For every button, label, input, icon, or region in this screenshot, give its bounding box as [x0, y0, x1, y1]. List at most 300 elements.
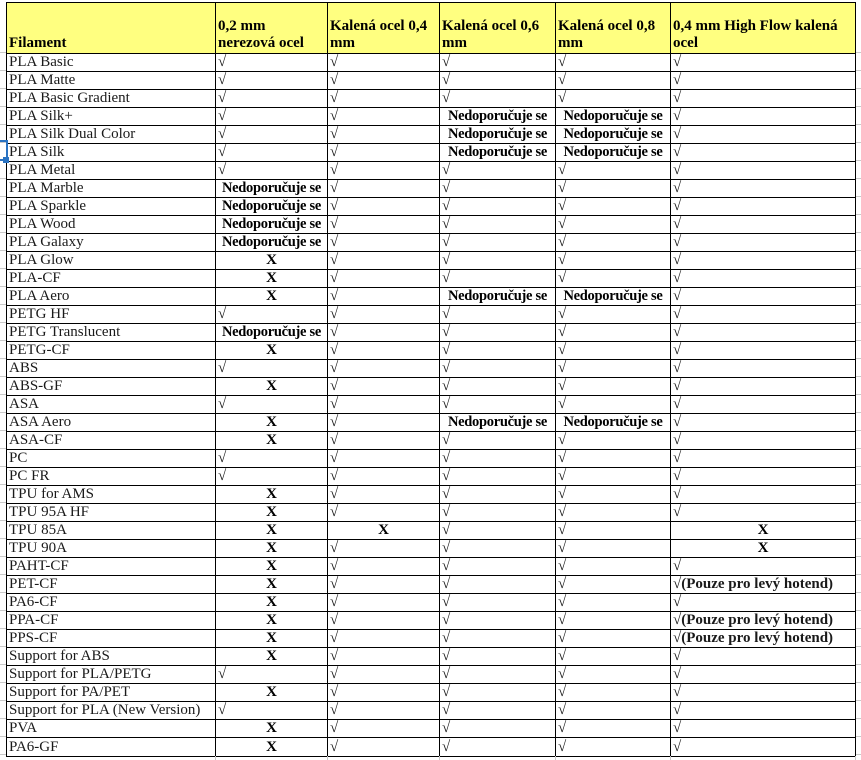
compat-cell[interactable]: √: [556, 378, 671, 395]
compat-cell[interactable]: √: [440, 180, 556, 197]
compat-cell[interactable]: √: [440, 684, 556, 701]
table-row: [7, 666, 855, 684]
compat-cell[interactable]: √: [328, 306, 440, 323]
gridline-stub: [0, 664, 6, 665]
compat-cell[interactable]: X: [216, 486, 328, 503]
gridline-stub: [0, 502, 6, 503]
table-row: [7, 72, 855, 90]
compat-cell[interactable]: Nedoporučuje se: [440, 288, 556, 305]
compat-cell[interactable]: √: [556, 450, 671, 467]
table-row: [7, 162, 855, 180]
filament-name-cell[interactable]: PLA Basic Gradient: [7, 90, 216, 107]
table-row: [7, 216, 855, 234]
compat-cell[interactable]: √: [328, 360, 440, 377]
compat-cell[interactable]: X: [757, 522, 769, 538]
compat-cell[interactable]: √ (Pouze pro levý hotend): [673, 576, 834, 592]
filament-name-cell[interactable]: TPU 90A: [7, 540, 216, 557]
filament-name-cell[interactable]: PLA Matte: [7, 72, 216, 89]
compat-cell[interactable]: X: [216, 612, 328, 629]
gridline-stub: [856, 610, 861, 611]
compat-cell[interactable]: Nedoporučuje se: [216, 198, 328, 215]
compat-cell[interactable]: √: [440, 90, 556, 107]
compat-cell[interactable]: √: [673, 270, 682, 286]
column-header[interactable]: 0,4 mm High Flow kalená ocel: [673, 18, 838, 51]
filament-name-cell[interactable]: Support for PA/PET: [7, 684, 216, 701]
compat-cell[interactable]: X: [216, 432, 328, 449]
compat-cell[interactable]: √: [673, 360, 682, 376]
compat-cell[interactable]: √: [328, 558, 440, 575]
compat-cell[interactable]: √: [556, 360, 671, 377]
gridline-stub: [856, 232, 861, 233]
gridline-stub: [855, 756, 856, 760]
compat-cell[interactable]: X: [216, 738, 328, 756]
compat-cell[interactable]: √: [673, 720, 682, 736]
filament-name-cell[interactable]: TPU 95A HF: [7, 504, 216, 521]
compat-cell[interactable]: √: [440, 666, 556, 683]
table-row: [7, 504, 855, 522]
compat-cell[interactable]: X: [216, 594, 328, 611]
compat-cell[interactable]: Nedoporučuje se: [556, 288, 671, 305]
compat-cell[interactable]: √: [556, 684, 671, 701]
compat-cell[interactable]: √: [673, 702, 682, 718]
compat-cell[interactable]: √: [673, 180, 682, 196]
column-header[interactable]: Kalená ocel 0,4 mm: [328, 3, 440, 53]
compat-cell[interactable]: √: [673, 378, 682, 394]
gridline-stub: [856, 52, 861, 53]
compat-cell[interactable]: √: [440, 270, 556, 287]
gridline-stub: [0, 520, 6, 521]
compat-cell[interactable]: √: [440, 504, 556, 521]
filament-name-cell[interactable]: Support for PLA/PETG: [7, 666, 216, 683]
gridline-stub: [0, 628, 6, 629]
compat-cell[interactable]: Nedoporučuje se: [216, 216, 328, 233]
compat-cell[interactable]: √: [328, 396, 440, 413]
gridline-stub: [0, 430, 6, 431]
compat-cell[interactable]: √: [440, 594, 556, 611]
compat-cell[interactable]: √: [440, 576, 556, 593]
table-row: [7, 702, 855, 720]
compat-cell[interactable]: √: [328, 252, 440, 269]
compat-cell[interactable]: √: [328, 324, 440, 341]
filament-compatibility-table: [6, 2, 856, 757]
filament-name-cell[interactable]: PC: [7, 450, 216, 467]
compat-cell[interactable]: √: [328, 432, 440, 449]
filament-name-cell[interactable]: PET-CF: [7, 576, 216, 593]
compat-cell[interactable]: X: [216, 648, 328, 665]
compat-cell[interactable]: √: [328, 270, 440, 287]
compat-cell[interactable]: √: [556, 702, 671, 719]
compat-cell[interactable]: √: [556, 270, 671, 287]
table-row: [7, 342, 855, 360]
filament-name-cell[interactable]: PETG HF: [7, 306, 216, 323]
compat-cell[interactable]: √: [556, 216, 671, 233]
compat-cell[interactable]: X: [328, 522, 440, 539]
compat-cell[interactable]: √: [328, 54, 440, 71]
compat-cell[interactable]: √: [328, 486, 440, 503]
gridline-stub: [0, 466, 6, 467]
compat-cell[interactable]: √: [673, 324, 682, 340]
compat-cell[interactable]: √ (Pouze pro levý hotend): [673, 612, 834, 628]
gridline-stub: [0, 736, 6, 737]
compat-cell[interactable]: √: [556, 522, 671, 539]
gridline-stub: [0, 358, 6, 359]
compat-cell[interactable]: √: [440, 72, 556, 89]
compat-cell[interactable]: √: [216, 108, 328, 125]
compat-cell[interactable]: √: [673, 558, 682, 574]
filament-name-cell[interactable]: PLA Silk Dual Color: [7, 126, 216, 143]
compat-cell[interactable]: √: [216, 126, 328, 143]
compat-cell[interactable]: √: [673, 126, 682, 142]
compat-cell[interactable]: √: [216, 90, 328, 107]
compat-cell[interactable]: X: [216, 720, 328, 737]
compat-cell[interactable]: √: [216, 144, 328, 161]
compat-cell[interactable]: √: [216, 72, 328, 89]
compat-cell[interactable]: √: [556, 432, 671, 449]
compat-cell[interactable]: √: [556, 306, 671, 323]
gridline-stub: [0, 754, 6, 755]
filament-name-cell[interactable]: ASA Aero: [7, 414, 216, 431]
gridline-stub: [0, 52, 6, 53]
compat-cell[interactable]: √: [556, 738, 671, 756]
compat-cell[interactable]: √: [440, 396, 556, 413]
gridline-stub: [670, 756, 671, 760]
gridline-stub: [0, 340, 6, 341]
column-header[interactable]: Kalená ocel 0,8 mm: [556, 3, 671, 53]
filament-name-cell[interactable]: PLA Aero: [7, 288, 216, 305]
compat-cell[interactable]: √: [556, 504, 671, 521]
compat-cell[interactable]: √: [556, 468, 671, 485]
compat-cell[interactable]: √: [440, 252, 556, 269]
gridline-stub: [856, 88, 861, 89]
filament-name-cell[interactable]: PA6-CF: [7, 594, 216, 611]
compat-cell[interactable]: √: [556, 630, 671, 647]
compat-cell[interactable]: √: [440, 234, 556, 251]
compat-cell[interactable]: √: [556, 594, 671, 611]
compat-cell[interactable]: √: [673, 90, 682, 106]
table-row: [7, 180, 855, 198]
compat-cell[interactable]: Nedoporučuje se: [216, 234, 328, 251]
compat-cell[interactable]: √: [556, 324, 671, 341]
gridline-stub: [856, 574, 861, 575]
column-header[interactable]: Filament: [7, 3, 216, 53]
compat-cell[interactable]: √: [673, 306, 682, 322]
gridline-stub: [856, 700, 861, 701]
compat-cell[interactable]: √: [440, 522, 556, 539]
compat-cell[interactable]: X: [216, 504, 328, 521]
compat-cell[interactable]: √: [440, 738, 556, 756]
compat-cell[interactable]: √: [556, 720, 671, 737]
compat-cell[interactable]: √: [673, 450, 682, 466]
compat-cell[interactable]: √: [328, 234, 440, 251]
filament-name-cell[interactable]: TPU 85A: [7, 522, 216, 539]
compat-cell[interactable]: √: [328, 576, 440, 593]
compat-cell[interactable]: √: [556, 72, 671, 89]
compat-cell[interactable]: X: [757, 540, 769, 556]
compat-cell[interactable]: √: [440, 306, 556, 323]
compat-cell[interactable]: √: [328, 216, 440, 233]
compat-cell[interactable]: √: [440, 540, 556, 557]
gridline-stub: [0, 286, 6, 287]
compat-cell[interactable]: √: [216, 360, 328, 377]
compat-cell[interactable]: X: [216, 252, 328, 269]
compat-cell[interactable]: X: [216, 378, 328, 395]
table-row: [7, 684, 855, 702]
compat-cell[interactable]: √: [440, 360, 556, 377]
table-row: [7, 576, 855, 594]
filament-name-cell[interactable]: ABS: [7, 360, 216, 377]
compat-cell[interactable]: √: [328, 414, 440, 431]
compat-cell[interactable]: √: [556, 612, 671, 629]
selection-fill-handle[interactable]: [3, 157, 9, 163]
compat-cell[interactable]: √: [328, 378, 440, 395]
compat-cell[interactable]: Nedoporučuje se: [440, 108, 556, 125]
compat-cell[interactable]: √: [328, 162, 440, 179]
filament-name-cell[interactable]: PLA-CF: [7, 270, 216, 287]
compat-cell[interactable]: √: [673, 666, 682, 682]
compat-cell[interactable]: √: [556, 54, 671, 71]
compat-cell[interactable]: √: [328, 450, 440, 467]
compat-cell[interactable]: √: [673, 216, 682, 232]
compat-cell[interactable]: √: [216, 396, 328, 413]
compat-cell[interactable]: √: [216, 450, 328, 467]
filament-name-cell[interactable]: PETG Translucent: [7, 324, 216, 341]
compat-cell[interactable]: √: [216, 54, 328, 71]
compat-cell[interactable]: √: [328, 144, 440, 161]
compat-cell[interactable]: √: [673, 594, 682, 610]
compat-cell[interactable]: √: [216, 666, 328, 683]
compat-cell[interactable]: X: [216, 414, 328, 431]
compat-cell[interactable]: √: [328, 198, 440, 215]
column-header[interactable]: Kalená ocel 0,6 mm: [440, 3, 556, 53]
table-row: [7, 306, 855, 324]
table-row: [7, 396, 855, 414]
compat-cell[interactable]: Nedoporučuje se: [556, 108, 671, 125]
filament-name-cell[interactable]: PAHT-CF: [7, 558, 216, 575]
filament-name-cell[interactable]: PLA Silk: [7, 144, 216, 161]
compat-cell[interactable]: √: [328, 738, 440, 756]
gridline-stub: [0, 178, 6, 179]
gridline-stub: [0, 592, 6, 593]
compat-cell[interactable]: √: [556, 576, 671, 593]
compat-cell[interactable]: Nedoporučuje se: [556, 144, 671, 161]
compat-cell[interactable]: X: [216, 540, 328, 557]
compat-cell[interactable]: Nedoporučuje se: [216, 324, 328, 341]
compat-cell[interactable]: √: [440, 324, 556, 341]
compat-cell[interactable]: √: [673, 414, 682, 430]
compat-cell[interactable]: √: [673, 504, 682, 520]
compat-cell[interactable]: √: [328, 90, 440, 107]
compat-cell[interactable]: √: [328, 540, 440, 557]
filament-name-cell[interactable]: PA6-GF: [7, 738, 216, 756]
compat-cell[interactable]: √: [440, 468, 556, 485]
gridline-stub: [0, 394, 6, 395]
compat-cell[interactable]: √: [556, 666, 671, 683]
compat-cell[interactable]: √: [556, 396, 671, 413]
gridline-stub: [856, 142, 861, 143]
compat-cell[interactable]: √: [440, 162, 556, 179]
filament-name-cell[interactable]: ASA: [7, 396, 216, 413]
compat-cell[interactable]: √: [673, 342, 682, 358]
compat-cell[interactable]: √: [556, 252, 671, 269]
compat-cell[interactable]: √: [673, 396, 682, 412]
compat-cell[interactable]: X: [216, 522, 328, 539]
compat-cell[interactable]: √: [556, 342, 671, 359]
compat-cell[interactable]: √: [440, 648, 556, 665]
filament-name-cell[interactable]: ABS-GF: [7, 378, 216, 395]
compat-cell[interactable]: √: [673, 54, 682, 70]
gridline-stub: [0, 574, 6, 575]
compat-cell[interactable]: √: [328, 666, 440, 683]
compat-cell[interactable]: √: [556, 162, 671, 179]
filament-name-cell[interactable]: Support for PLA (New Version): [7, 702, 216, 719]
compat-cell[interactable]: √: [440, 378, 556, 395]
compat-cell[interactable]: √: [216, 468, 328, 485]
compat-cell[interactable]: √: [216, 306, 328, 323]
compat-cell[interactable]: √: [673, 162, 682, 178]
gridline-stub: [856, 70, 861, 71]
filament-name-cell[interactable]: TPU for AMS: [7, 486, 216, 503]
cell-selection-cursor[interactable]: [0, 140, 8, 161]
filament-name-cell[interactable]: PPS-CF: [7, 630, 216, 647]
compat-cell[interactable]: X: [216, 270, 328, 287]
compat-cell[interactable]: √: [328, 342, 440, 359]
table-row: [7, 324, 855, 342]
compat-cell[interactable]: √: [440, 54, 556, 71]
compat-cell[interactable]: √: [440, 558, 556, 575]
compat-cell[interactable]: Nedoporučuje se: [556, 414, 671, 431]
compat-cell[interactable]: √: [673, 198, 682, 214]
filament-name-cell[interactable]: PLA Silk+: [7, 108, 216, 125]
compat-cell[interactable]: √: [328, 180, 440, 197]
gridline-stub: [856, 592, 861, 593]
compat-cell[interactable]: √: [556, 540, 671, 557]
compat-cell[interactable]: X: [216, 630, 328, 647]
compat-cell[interactable]: √: [673, 252, 682, 268]
filament-name-cell[interactable]: PLA Basic: [7, 54, 216, 71]
column-header[interactable]: 0,2 mm nerezová ocel: [216, 3, 328, 53]
compat-cell[interactable]: Nedoporučuje se: [440, 126, 556, 143]
compat-cell[interactable]: √: [328, 288, 440, 305]
compat-cell[interactable]: √: [328, 72, 440, 89]
compat-cell[interactable]: √: [216, 702, 328, 719]
compat-cell[interactable]: √: [328, 612, 440, 629]
compat-cell[interactable]: √: [673, 738, 682, 755]
compat-cell[interactable]: √: [328, 684, 440, 701]
compat-cell[interactable]: √: [673, 234, 682, 250]
filament-name-cell[interactable]: PLA Wood: [7, 216, 216, 233]
filament-name-cell[interactable]: PLA Metal: [7, 162, 216, 179]
compat-cell[interactable]: √: [328, 630, 440, 647]
compat-cell[interactable]: √: [328, 648, 440, 665]
compat-cell[interactable]: √: [328, 594, 440, 611]
gridline-stub: [856, 160, 861, 161]
compat-cell[interactable]: √: [556, 486, 671, 503]
compat-cell[interactable]: √: [556, 648, 671, 665]
compat-cell[interactable]: √: [328, 126, 440, 143]
compat-cell[interactable]: √: [328, 720, 440, 737]
compat-cell[interactable]: √: [673, 144, 682, 160]
compat-cell[interactable]: Nedoporučuje se: [216, 180, 328, 197]
compat-cell[interactable]: √: [556, 198, 671, 215]
gridline-stub: [856, 538, 861, 539]
compat-cell[interactable]: √: [673, 486, 682, 502]
compat-cell[interactable]: √: [440, 486, 556, 503]
compat-cell[interactable]: √: [673, 288, 682, 304]
filament-name-cell[interactable]: PVA: [7, 720, 216, 737]
compat-cell[interactable]: √: [440, 432, 556, 449]
compat-cell[interactable]: √: [556, 234, 671, 251]
compat-cell[interactable]: √: [440, 612, 556, 629]
table-row: [7, 630, 855, 648]
compat-cell[interactable]: √: [673, 648, 682, 664]
table-row: [7, 378, 855, 396]
filament-name-cell[interactable]: ASA-CF: [7, 432, 216, 449]
compat-cell[interactable]: √: [440, 702, 556, 719]
compat-cell[interactable]: √: [673, 432, 682, 448]
gridline-stub: [856, 646, 861, 647]
table-row: [7, 414, 855, 432]
compat-cell[interactable]: √: [328, 108, 440, 125]
table-row: [7, 594, 855, 612]
compat-cell[interactable]: X: [216, 576, 328, 593]
compat-cell[interactable]: √: [440, 198, 556, 215]
filament-name-cell[interactable]: PLA Marble: [7, 180, 216, 197]
compat-cell[interactable]: √: [328, 702, 440, 719]
compat-cell[interactable]: √ (Pouze pro levý hotend): [673, 630, 834, 646]
compat-cell[interactable]: √: [673, 72, 682, 88]
compat-cell[interactable]: √: [440, 216, 556, 233]
compat-cell[interactable]: √: [328, 504, 440, 521]
compat-cell[interactable]: X: [216, 684, 328, 701]
compat-cell[interactable]: √: [556, 558, 671, 575]
left-hotend-note: (Pouze pro levý hotend): [681, 576, 834, 592]
gridline-stub: [215, 756, 216, 760]
compat-cell[interactable]: √: [673, 108, 682, 124]
compat-cell[interactable]: √: [328, 468, 440, 485]
compat-cell[interactable]: √: [440, 342, 556, 359]
gridline-stub: [0, 610, 6, 611]
compat-cell[interactable]: X: [216, 342, 328, 359]
compat-cell[interactable]: Nedoporučuje se: [440, 414, 556, 431]
filament-name-cell[interactable]: PLA Galaxy: [7, 234, 216, 251]
compat-cell[interactable]: √: [440, 450, 556, 467]
compat-cell[interactable]: √: [556, 90, 671, 107]
gridline-stub: [856, 106, 861, 107]
table-body: [7, 54, 855, 756]
filament-name-cell[interactable]: PETG-CF: [7, 342, 216, 359]
filament-name-cell[interactable]: PPA-CF: [7, 612, 216, 629]
compat-cell[interactable]: X: [216, 558, 328, 575]
compat-cell[interactable]: √: [440, 720, 556, 737]
gridline-stub: [856, 358, 861, 359]
compat-cell[interactable]: Nedoporučuje se: [556, 126, 671, 143]
filament-name-cell[interactable]: Support for ABS: [7, 648, 216, 665]
compat-cell[interactable]: √: [673, 468, 682, 484]
filament-name-cell[interactable]: PLA Sparkle: [7, 198, 216, 215]
compat-cell[interactable]: √: [440, 630, 556, 647]
gridline-stub: [856, 286, 861, 287]
compat-cell[interactable]: √: [216, 162, 328, 179]
filament-name-cell[interactable]: PC FR: [7, 468, 216, 485]
table-row: [7, 450, 855, 468]
table-row: [7, 720, 855, 738]
table-row: [7, 468, 855, 486]
filament-name-cell[interactable]: PLA Glow: [7, 252, 216, 269]
compat-cell[interactable]: Nedoporučuje se: [440, 144, 556, 161]
compat-cell[interactable]: √: [673, 684, 682, 700]
compat-cell[interactable]: √: [556, 180, 671, 197]
compat-cell[interactable]: X: [216, 288, 328, 305]
